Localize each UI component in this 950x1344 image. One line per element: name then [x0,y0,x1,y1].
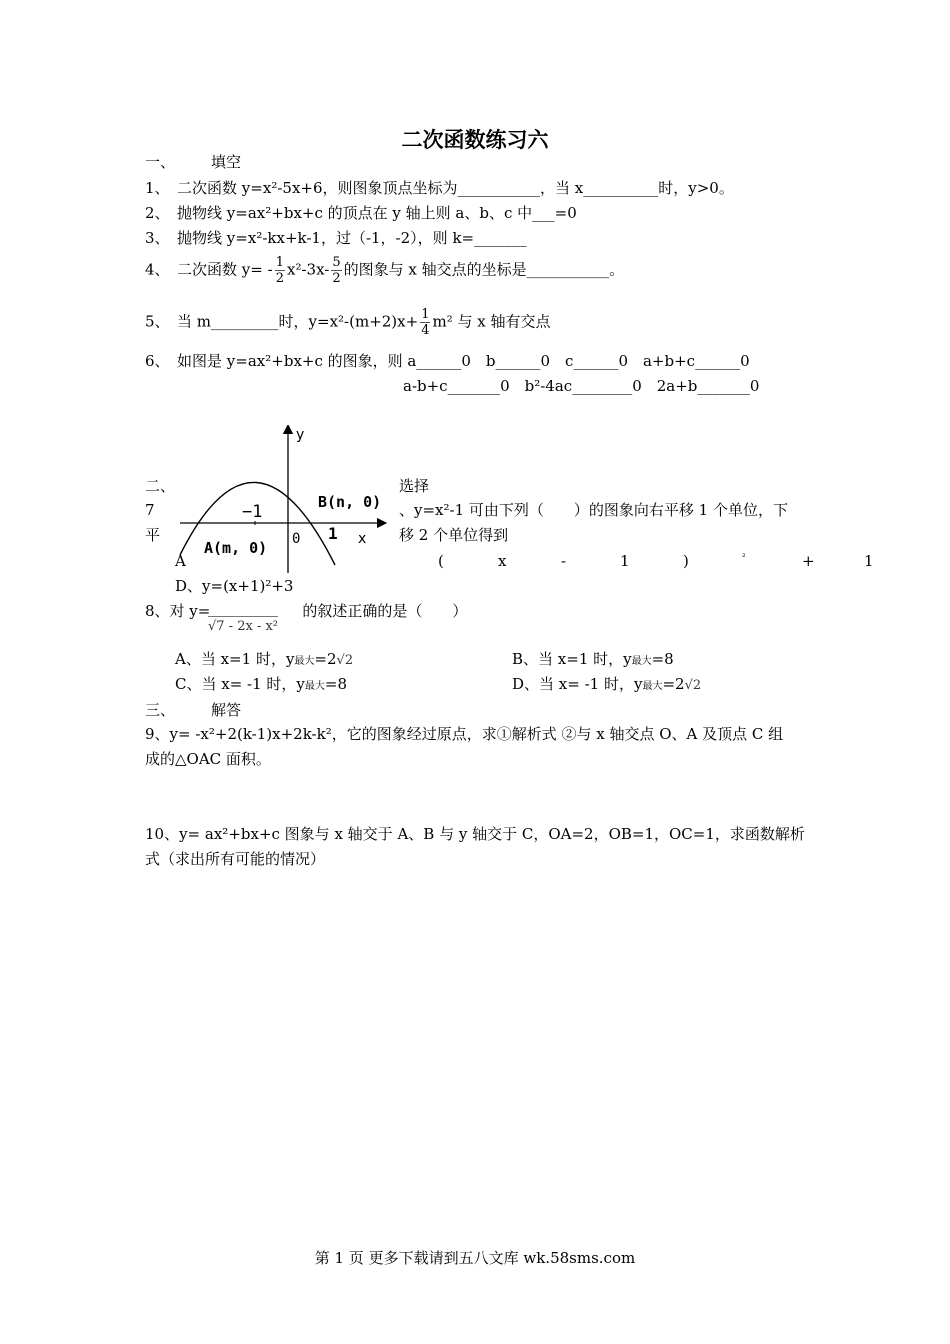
y-axis-label: y [296,427,305,443]
option-a-part: ² [742,553,746,563]
q8-text: 8、对 y= [145,602,211,620]
option-text: A、当 x=1 时，y [175,650,295,668]
point-b-label: B(n, 0) [318,493,382,511]
q8-text: 的叙述正确的是（ ） [302,602,468,620]
question-7-line2: 移 2 个单位得到 [399,526,509,544]
question-9-line1: 9、y= -x²+2(k-1)x+2k-k²，它的图象经过原点，求①解析式 ②与 x 轴交点 O、A 及顶点 C 组 [145,725,784,743]
section-3-heading: 解答 [211,701,242,719]
question-7-number: 7 [145,501,155,519]
option-a-part: ( [438,552,444,570]
question-8-option-a [175,650,353,671]
q4-text: 4、 二次函数 y= - [145,260,273,279]
question-5 [145,307,550,338]
section-3-label: 三、 [145,701,176,719]
q5-text: 5、 当 m_________时，y=x²-(m+2)x+ [145,312,419,331]
question-10-line2: 式（求出所有可能的情况） [145,850,326,868]
option-text: C、当 x= -1 时，y [175,675,305,693]
radical-expression: √7 - 2x - x² [208,616,278,636]
section-2-heading: 选择 [399,477,430,495]
question-8-option-c [175,675,347,696]
subscript: 最大 [294,656,315,667]
question-3: 3、 抛物线 y=x²-kx+k-1，过（-1，-2），则 k=_______ [145,229,527,247]
option-text: =2 [314,650,337,668]
option-a-part: x [498,552,507,570]
option-a-part: + [802,552,815,570]
label-neg1: −1 [242,502,263,522]
question-7-side: 平 [145,526,161,544]
question-2: 2、 抛物线 y=ax²+bx+c 的顶点在 y 轴上则 a、b、c 中___=0 [145,204,577,222]
numerator: 1 [275,255,284,270]
option-text: =2 [662,675,685,693]
option-text: D、当 x= -1 时，y [512,675,643,693]
numerator: 5 [332,255,341,270]
question-6-line1: 6、 如图是 y=ax²+bx+c 的图象，则 a______0 b______0 c______0 a+b+c______0 [145,352,750,370]
q4-text: 的图象与 x 轴交点的坐标是___________。 [343,260,625,279]
section-1-heading: 填空 [211,153,242,171]
fraction [275,255,285,286]
q4-text: x²-3x- [286,260,330,279]
question-8-option-d [512,675,701,696]
question-7-option-d: D、y=(x+1)²+3 [175,577,294,595]
q5-text: m² 与 x 轴有交点 [432,312,551,331]
option-a-part: 1 [864,552,874,570]
x-axis-label: x [358,531,367,547]
fraction [420,307,430,338]
option-a-part: - [561,552,567,570]
sqrt-value: √2 [684,678,702,693]
question-6-line2: a-b+c_______0 b²-4ac________0 2a+b_______0 [403,377,760,395]
numerator: 1 [421,307,430,322]
page-footer: 第 1 页 更多下载请到五八文库 wk.58sms.com [314,1249,636,1267]
sqrt-value: √2 [336,653,354,668]
section-2-label: 二、 [145,477,176,495]
subscript: 最大 [642,681,663,692]
option-text: B、当 x=1 时，y [512,650,632,668]
parabola-graph [170,425,390,575]
question-9-line2: 成的△OAC 面积。 [145,750,271,768]
option-a-part: 1 [620,552,630,570]
question-10-line1: 10、y= ax²+bx+c 图象与 x 轴交于 A、B 与 y 轴交于 C，OA=2，OB=1，OC=1，求函数解析 [145,825,805,843]
section-1-label: 一、 [145,153,176,171]
point-a-label: A(m, 0) [204,539,268,557]
origin-label: 0 [292,531,301,547]
question-1: 1、 二次函数 y=x²-5x+6，则图象顶点坐标为___________，当 x__________时，y>0。 [145,179,734,197]
subscript: 最大 [304,681,325,692]
option-text: =8 [324,675,348,693]
question-8-stem [145,602,467,620]
option-text: =8 [651,650,674,668]
question-8-option-b [512,650,674,671]
question-4 [145,255,624,286]
denominator: 2 [275,271,284,286]
label-1: 1 [328,524,338,543]
option-a-part: ) [683,552,689,570]
page-title: 二次函数练习六 [401,128,549,152]
subscript: 最大 [631,656,652,667]
denominator: 2 [332,271,341,286]
denominator: 4 [421,323,430,338]
question-7-stem: 、y=x²-1 可由下列（ ）的图象向右平移 1 个单位，下 [399,501,788,519]
fraction [331,255,341,286]
question-7-option-a-label: A [175,552,186,570]
